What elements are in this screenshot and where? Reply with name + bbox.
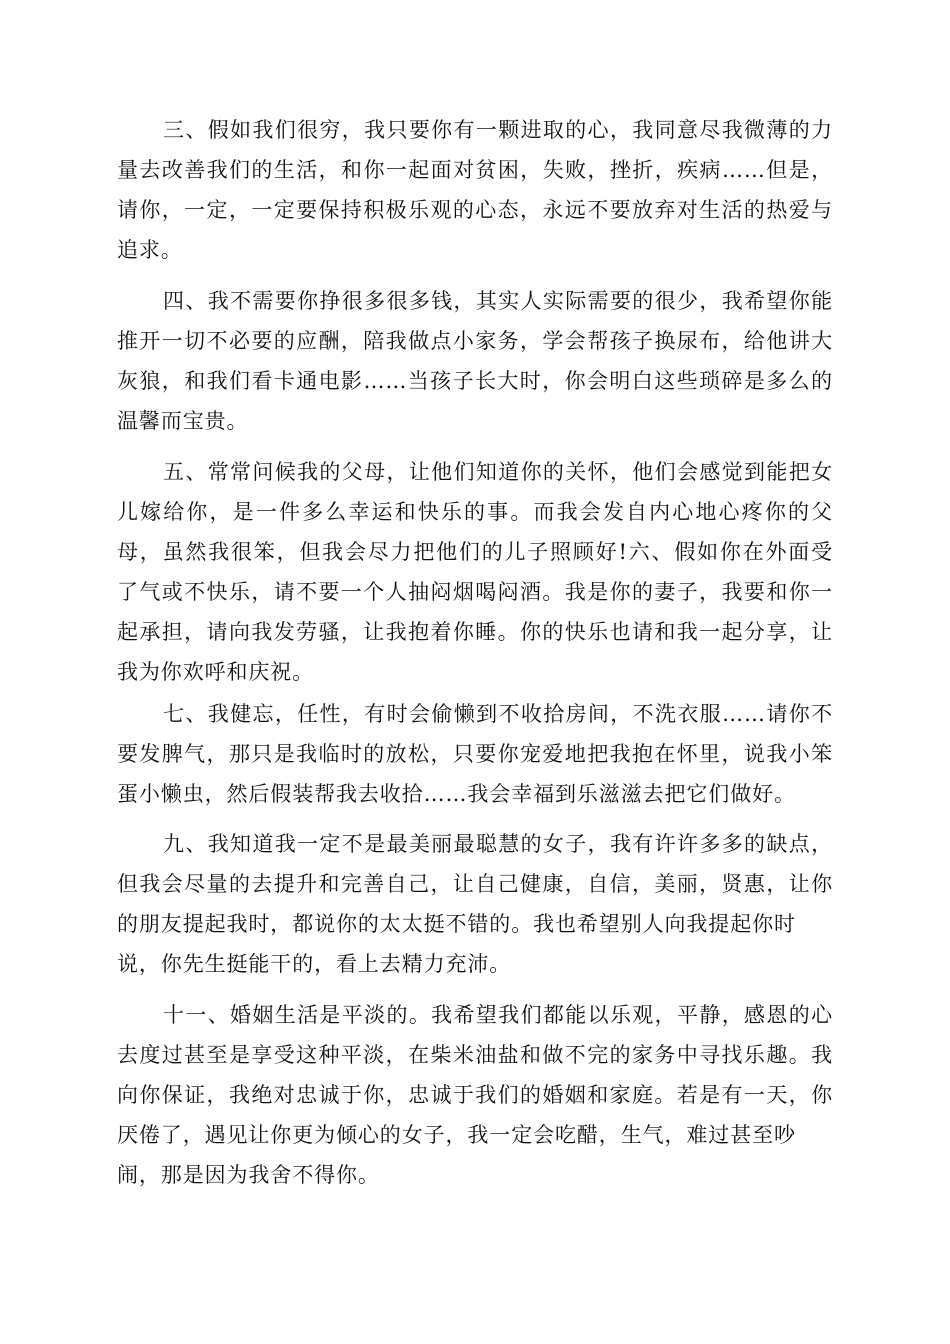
paragraph-9 [117,824,833,984]
text-line: 了气或不快乐，请不要一个人抽闷烟喝闷酒。我是你的妻子，我要和你一 [117,580,833,604]
paragraph-4 [117,281,833,441]
text-line: 十一、婚姻生活是平淡的。我希望我们都能以乐观，平静，感恩的心 [163,1003,833,1027]
text-line: 五、常常问候我的父母，让他们知道你的关怀，他们会感觉到能把女 [163,460,833,484]
paragraph-3 [117,110,833,270]
text-line: 我为你欢呼和庆祝。 [117,660,315,684]
text-line: 温馨而宝贵。 [117,409,249,433]
text-line: 追求。 [117,238,183,262]
paragraph-7 [117,694,833,814]
text-line: 的朋友提起我时，都说你的太太挺不错的。我也希望别人向我提起你时 [117,912,796,936]
text-line: 母，虽然我很笨，但我会尽力把他们的儿子照顾好!六、假如你在外面受 [117,540,833,564]
text-line: 起承担，请向我发劳骚，让我抱着你睡。你的快乐也请和我一起分享，让 [117,620,833,644]
text-line: 九、我知道我一定不是最美丽最聪慧的女子，我有许许多多的缺点， [163,832,833,856]
text-line: 三、假如我们很穷，我只要你有一颗进取的心，我同意尽我微薄的力 [163,118,833,142]
text-line: 请你，一定，一定要保持积极乐观的心态，永远不要放弃对生活的热爱与 [117,198,833,222]
text-line: 闹，那是因为我舍不得你。 [117,1163,380,1187]
text-line: 儿嫁给你，是一件多么幸运和快乐的事。而我会发自内心地心疼你的父 [117,500,833,524]
text-line: 要发脾气，那只是我临时的放松，只要你宠爱地把我抱在怀里，说我小笨 [117,742,833,766]
text-line: 推开一切不必要的应酬，陪我做点小家务，学会帮孩子换尿布，给他讲大 [117,329,833,353]
text-line: 灰狼，和我们看卡通电影……当孩子长大时，你会明白这些琐碎是多么的 [117,369,833,393]
text-line: 去度过甚至是享受这种平淡，在柴米油盐和做不完的家务中寻找乐趣。我 [117,1043,833,1067]
paragraph-11 [117,995,833,1195]
text-line: 但我会尽量的去提升和完善自己，让自己健康，自信，美丽，贤惠，让你 [117,872,833,896]
paragraph-5 [117,452,833,692]
text-line: 四、我不需要你挣很多很多钱，其实人实际需要的很少，我希望你能 [163,289,833,313]
text-line: 七、我健忘，任性，有时会偷懒到不收拾房间，不洗衣服……请你不 [163,702,833,726]
text-line: 向你保证，我绝对忠诚于你，忠诚于我们的婚姻和家庭。若是有一天，你 [117,1083,833,1107]
text-line: 说，你先生挺能干的，看上去精力充沛。 [117,952,512,976]
text-line: 量去改善我们的生活，和你一起面对贫困，失败，挫折，疾病……但是， [117,158,833,182]
text-line: 蛋小懒虫，然后假装帮我去收拾……我会幸福到乐滋滋去把它们做好。 [117,782,796,806]
text-line: 厌倦了，遇见让你更为倾心的女子，我一定会吃醋，生气，难过甚至吵 [117,1123,796,1147]
